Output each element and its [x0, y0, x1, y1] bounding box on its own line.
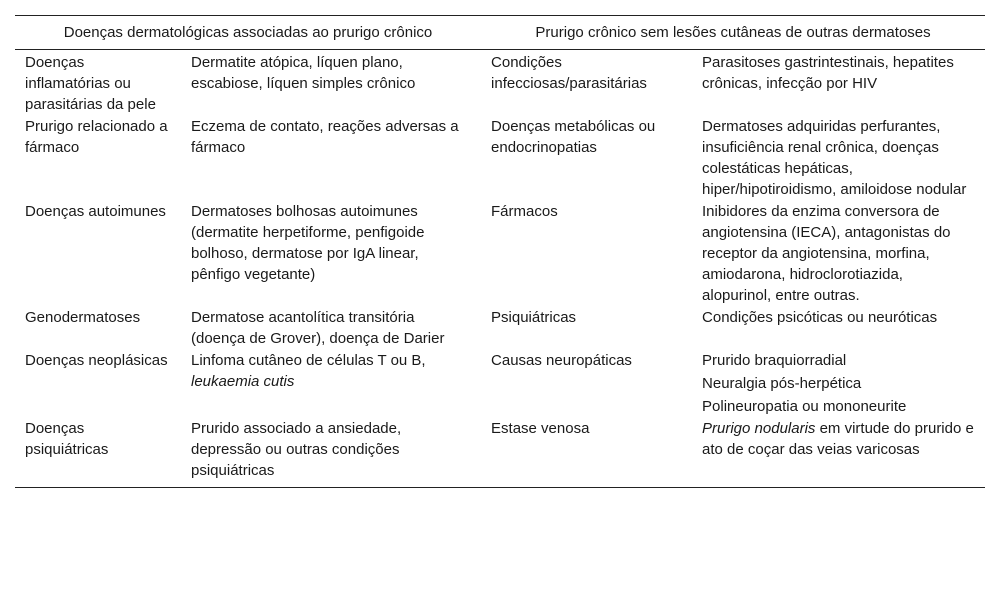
details-cell: Parasitoses gastrintestinais, hepatites crônicas, infecção por HIV [702, 54, 954, 92]
details-item: Polineuropatia ou mononeurite [702, 398, 907, 415]
header-row [15, 16, 985, 50]
category-cell: Genodermatoses [25, 309, 141, 326]
examples-cell: Dermatite atópica, líquen plano, escabiose, líquen simples crônico [191, 54, 416, 92]
category-cell: Prurigo relacionado a fármaco [25, 118, 168, 156]
examples-cell: Eczema de contato, reações adversas a fármaco [191, 118, 459, 156]
category-cell: Doenças psiquiátricas [15, 417, 181, 488]
details-cell: Inibidores da enzima conversora de angiotensina (IECA), antagonistas do receptor da angiotensina, morfina, amiodarona, hidroclorotiazida, alopurinol, entre outras. [702, 203, 951, 304]
condition-cell: Psiquiátricas [491, 309, 577, 326]
table-row [15, 115, 985, 200]
condition-cell: Fármacos [491, 203, 558, 220]
condition-cell: Doenças metabólicas ou endocrinopatias [491, 118, 656, 156]
header-left: Doenças dermatológicas associadas ao prurigo crônico [15, 16, 481, 50]
examples-cell: Dermatose acantolítica transitória (doença de Grover), doença de Darier [191, 309, 445, 347]
header-right: Prurigo crônico sem lesões cutâneas de outras dermatoses [481, 16, 985, 50]
table-row [15, 349, 985, 417]
prurigo-table [15, 15, 985, 488]
details-cell [692, 349, 985, 417]
examples-italic-text: leukaemia cutis [191, 373, 295, 390]
condition-cell: Causas neuropáticas [491, 352, 632, 369]
table-row [15, 306, 985, 349]
table-container [15, 15, 985, 488]
examples-cell: Dermatoses bolhosas autoimunes (dermatite herpetiforme, penfigoide bolhoso, dermatose por IgA linear, pênfigo vegetante) [191, 203, 425, 283]
details-italic-text: Prurigo nodularis [702, 420, 816, 437]
examples-cell: Prurido associado a ansiedade, depressão ou outras condições psiquiátricas [181, 417, 481, 488]
details-item: Neuralgia pós-herpética [702, 375, 862, 392]
details-text: em virtude do prurido e ato de coçar das veias varicosas [702, 420, 974, 458]
table-row [15, 50, 985, 116]
condition-cell: Estase venosa [481, 417, 692, 488]
category-cell: Doenças inflamatórias ou parasitárias da pele [25, 54, 156, 113]
condition-cell: Condições infecciosas/parasitárias [491, 54, 647, 92]
examples-text: Linfoma cutâneo de células T ou B, [191, 352, 426, 369]
table-row [15, 200, 985, 306]
examples-cell [181, 349, 481, 417]
details-cell: Dermatoses adquiridas perfurantes, insuficiência renal crônica, doenças colestáticas hepáticas, hiper/hipotiroidismo, amiloidose nodular [702, 118, 967, 198]
table-row [15, 417, 985, 488]
details-cell: Condições psicóticas ou neuróticas [702, 309, 938, 326]
details-item: Prurido braquiorradial [702, 352, 847, 369]
category-cell: Doenças neoplásicas [25, 352, 168, 369]
details-cell [692, 417, 985, 488]
category-cell: Doenças autoimunes [25, 203, 166, 220]
